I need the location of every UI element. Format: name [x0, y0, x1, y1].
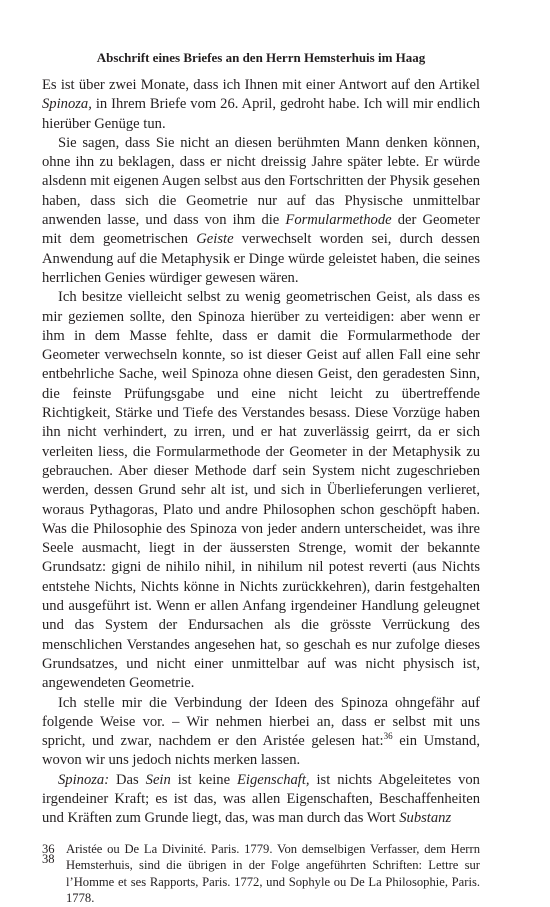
paragraph [42, 76, 480, 134]
text-run: Es ist über zwei Monate, dass ich Ihnen mit einer Antwort auf den Artikel [42, 77, 480, 93]
emphasis-text: Substanz [399, 810, 452, 827]
paragraph [42, 288, 480, 693]
footnote [42, 841, 480, 907]
page [42, 48, 480, 907]
text-run: ein Umstand, wovon wir uns jedoch nichts merken lassen. [42, 733, 480, 769]
paragraph [42, 134, 480, 288]
text-run: der Geometer mit dem geometrischen [42, 212, 480, 248]
footnote-number: 36 [42, 841, 55, 856]
text-run: Ich besitze vielleicht selbst zu wenig geometrischen Geist, als dass es mir geziemen sollte, den Spinoza hierüber zu verteidigen: aber wenn er ihm in dem Masse fehlte, dass er damit die Formularmethode der Geometer verwechseln konnte, so ist dieser Geist auf allen Fall eine sehr entbehrliche Sache, weil Spinoza ohne diesen Geist, den geradesten Sinn, die feinste Prüfungsgabe und eine nicht leicht zu übertreffende Richtigkeit, Stärke und Tiefe des Verstandes besass. Diese Vorzüge haben ihn nicht verhindert, zu irren, und er hat zuverlässig geirrt, da er sich verleiten liess, die Formularmethode der Geometer in der Metaphysik zu gebrauchen. Aber dieser Methode darf sein System nicht zugeschrieben werden, dessen Grund sehr alt ist, und sich in Überlieferungen verlieret, woraus Pythagoras, Plato und andre Philosophen schon geschöpft haben. Was die Philosophie des Spinoza von jeder andern unterscheidet, was ihre Seele ausmacht, liegt in der äussersten Strenge, womit der bekannte Grundsatz: gigni de nihilo nihil, in nihilum nil potest reverti (aus Nichts entstehe Nichts, Nichts könne in Nichts zurückkehren), darin festgehalten und ausgeführt ist. Wenn er allen Anfang irgendeiner Handlung geleugnet und das System der Endursachen als die grösste Verrückung des menschlichen Verstandes angesehen hat, so geschah es nur zufolge dieses Grundsatzes, und nicht einer unmittelbar auf was nicht physisch ist, angewendeten Geometrie. [42, 289, 480, 692]
text-run: ist nichts Abgeleitetes von irgendeiner Kraft; es ist das, was allen Eigenschaften, Beschaffenheiten und Kräften zum Grunde liegt, das, was man durch das Wort [42, 771, 480, 827]
text-run: in Ihrem Briefe vom 26. April, gedroht habe. Ich will mir endlich hierüber Genüge tun. [42, 96, 480, 132]
page-number: 38 [42, 852, 55, 866]
text-run: ist keine [170, 771, 237, 788]
letter-heading: Abschrift eines Briefes an den Herrn Hemsterhuis im Haag [96, 50, 426, 65]
emphasis-text: Geiste [196, 231, 234, 248]
text-run: Ich stelle mir die Verbindung der Ideen des Spinoza ohngefähr auf folgende Weise vor. – Wir nehmen hierbei an, dass er selbst mit uns spricht, und zwar, nachdem er den Aristée gelesen hat: [42, 694, 480, 750]
emphasis-text: Sein [145, 771, 171, 788]
footnote-reference: 36 [383, 731, 393, 742]
text-run: Sie sagen, dass Sie nicht an diesen berühmten Mann denken können, ohne ihn zu beklagen, dass er nicht dreissig Jahre später lebte. Er würde alsdenn mit eigenen Augen selbst aus den Fortschritten der Physik gesehen haben, dass sich die Geometrie nur auf das Physische unmittelbar anwenden lasse, und dass von ihm die [42, 134, 480, 229]
paragraph [42, 694, 480, 771]
text-run: verwechselt worden sei, durch dessen Anwendung auf die Metaphysik er Dinge würde geleistet haben, die seines herrlichen Genies würdiger gewesen wären. [42, 231, 480, 286]
text-run: Das [109, 771, 146, 788]
emphasis-text: Eigenschaft, [237, 771, 310, 788]
emphasis-text: Spinoza, [42, 96, 92, 113]
body-text [42, 76, 480, 829]
emphasis-text: Spinoza: [58, 771, 110, 788]
footnote-text: Aristée ou De La Divinité. Paris. 1779. Von demselbigen Verfasser, dem Herrn Hemsterhuis, sind die übrigen in der Folge angeführten Schriften: Lettre sur l’Homme et ses Rapports, Paris. 1772, und Sophyle ou De La Philosophie, Paris. 1778. [66, 841, 480, 906]
paragraph [42, 771, 480, 829]
emphasis-text: Formularmethode [285, 212, 392, 229]
